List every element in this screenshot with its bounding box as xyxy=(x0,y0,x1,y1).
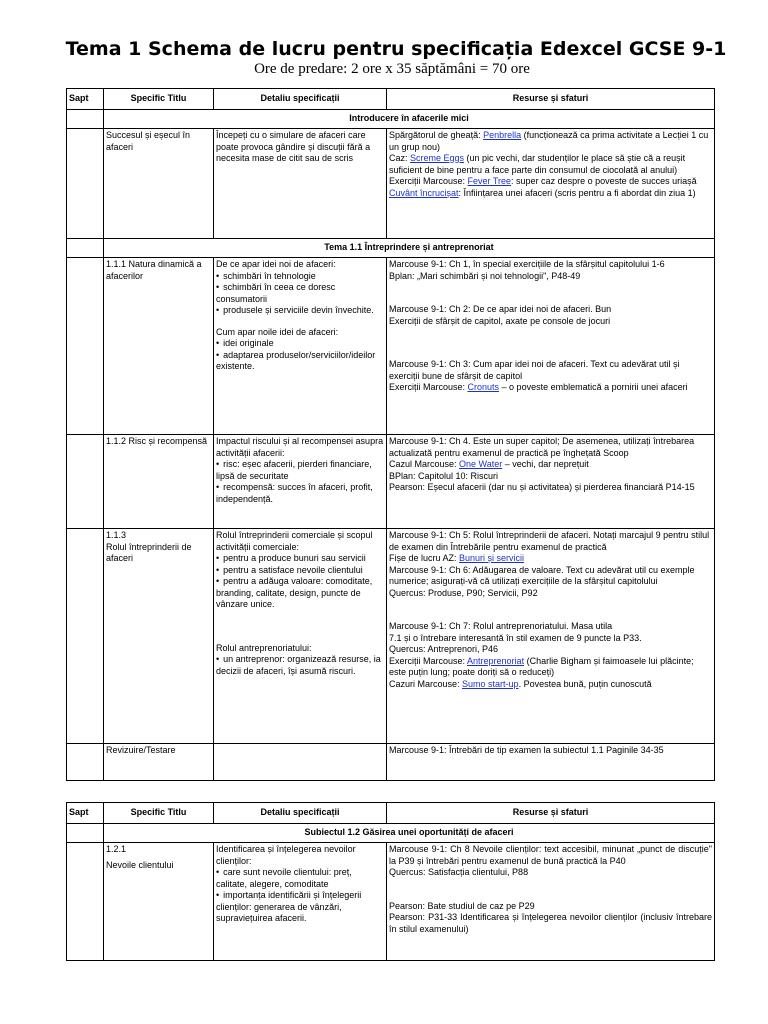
link-penbrella[interactable]: Penbrella xyxy=(483,130,522,140)
section-title: Subiectul 1.2 Găsirea unei oportunități de afaceri xyxy=(104,824,715,843)
list-item: • un antreprenor: organizează resurse, ia decizii de afaceri, își asumă riscuri. xyxy=(216,654,384,677)
section-row xyxy=(67,239,715,258)
sapt-cell xyxy=(67,129,104,239)
sapt-cell xyxy=(67,744,104,781)
list-item: • care sunt nevoile clientului: preț, calitate, alegere, comoditate xyxy=(216,867,384,890)
list-item: • schimbări în ceea ce doresc consumatorii xyxy=(216,282,384,305)
table-row xyxy=(67,129,715,239)
section-title: Tema 1.1 Întreprindere și antreprenoriat xyxy=(104,239,715,258)
detail-cell: Impactul riscului și al recompensei asupra activității afacerii: • risc: eșec afacerii, pierderi financiare, lipsă de securitate • recompensă: succes în afaceri, profit, independență. xyxy=(214,435,387,529)
link-screme-eggs[interactable]: Screme Eggs xyxy=(410,153,465,163)
page-title: Tema 1 Schema de lucru pentru specificația Edexcel GCSE 9-1 xyxy=(65,38,727,60)
table-row xyxy=(67,529,715,744)
header-resurse: Resurse și sfaturi xyxy=(387,89,715,110)
sapt-cell xyxy=(67,824,104,843)
list-item: • adaptarea produselor/serviciilor/ideilor existente. xyxy=(216,350,384,373)
list-item: • produsele și serviciile devin învechite. xyxy=(216,305,384,317)
resources-cell: Marcouse 9-1: Ch 1, în special exercițiile de la sfârșitul capitolului 1-6 Bplan: „Mari schimbări și noi tehnologii", P48-49 Marcouse 9-1: Ch 2: De ce apar idei noi de afaceri. Bun Exerciții de sfârșit de capitol, axate pe console de jocuri Marcouse 9-1: Ch 3: Cum apar idei noi de afaceri. Text cu adevărat util și exerciții bune de sfârșit de capitol Exerciții Marcouse: Cronuts – o poveste emblematică a pornirii unei afaceri xyxy=(387,258,715,435)
header-specific: Specific Titlu xyxy=(104,803,214,824)
specific-title-cell: Revizuire/Testare xyxy=(104,744,214,781)
table-header-row xyxy=(67,89,715,110)
resources-cell: Marcouse 9-1: Ch 5: Rolul întreprinderii de afaceri. Notați marcajul 9 pentru stilul de examen din Întrebările pentru examenul de practică Fișe de lucru AZ: Bunuri și servicii Marcouse 9-1: Ch 6: Adăugarea de valoare. Text cu adevărat util cu exemple numerice; asigurați-vă că utilizați exercițiile de la sfârșitul capitolului Quercus: Produse, P90; Servicii, P92 Marcouse 9-1: Ch 7: Rolul antreprenoriatului. Masa utila 7.1 și o întrebare interesantă în stil examen de 9 puncte la P33. Quercus: Antreprenori, P46 Exerciții Marcouse: Antreprenoriat (Charlie Bigham și faimoasele lui plăcinte; este puțin lung; poate doriți să o reduceți) Cazuri Marcouse: Sumo start-up. Povestea bună, puțin cunoscută xyxy=(387,529,715,744)
resources-cell: Spărgătorul de gheață: Penbrella (funcționează ca prima activitate a Lecției 1 cu un grup nou) Caz: Screme Eggs (un pic vechi, dar studenților le place să știe că a reușit suficient de bine pentru a face parte din consumul de ciocolată al anului) Exerciții Marcouse: Fever Tree: super caz despre o poveste de succes uriașă Cuvânt încrucișat: Înființarea unei afaceri (scris pentru a fi abordat din ziua 1) xyxy=(387,129,715,239)
sapt-cell xyxy=(67,435,104,529)
sapt-cell xyxy=(67,258,104,435)
list-item: • idei originale xyxy=(216,338,384,350)
link-one-water[interactable]: One Water xyxy=(459,459,503,469)
link-bunuri-si-servicii[interactable]: Bunuri și servicii xyxy=(459,553,525,563)
specific-title-cell: Succesul și eșecul în afaceri xyxy=(104,129,214,239)
list-item: • pentru a satisface nevoile clientului xyxy=(216,565,384,577)
specific-title-cell: 1.1.1 Natura dinamică a afacerilor xyxy=(104,258,214,435)
sapt-cell xyxy=(67,529,104,744)
specific-title-cell: 1.1.3 Rolul întreprinderii de afaceri xyxy=(104,529,214,744)
link-antreprenoriat[interactable]: Antreprenoriat xyxy=(467,655,525,666)
specific-title-cell: 1.1.2 Risc și recompensă xyxy=(104,435,214,529)
page-subtitle: Ore de predare: 2 ore x 35 săptămâni = 70 ore xyxy=(254,61,530,77)
link-cuvant-incrucisat[interactable]: Cuvânt încrucișat xyxy=(389,187,459,198)
list-item: • risc: eșec afacerii, pierderi financiare, lipsă de securitate xyxy=(216,459,384,482)
table-row xyxy=(67,843,715,961)
scheme-table-2 xyxy=(66,802,715,961)
link-fever-tree[interactable]: Fever Tree xyxy=(467,176,512,186)
header-resurse: Resurse și sfaturi xyxy=(387,803,715,824)
section-title: Introducere în afacerile mici xyxy=(104,110,715,129)
link-cronuts[interactable]: Cronuts xyxy=(467,382,500,392)
sapt-cell xyxy=(67,110,104,129)
resources-cell: Marcouse 9-1: Întrebări de tip examen la subiectul 1.1 Paginile 34-35 xyxy=(387,744,715,781)
table-row xyxy=(67,744,715,781)
list-item: • importanța identificării și înțelegerii clienților: generarea de vânzări, supraviețuirea afacerii. xyxy=(216,890,384,925)
section-row xyxy=(67,110,715,129)
resources-cell: Marcouse 9-1: Ch 4. Este un super capitol; De asemenea, utilizați întrebarea actualizată pentru examenul de practică pe înghețată Scoop Cazul Marcouse: One Water – vechi, dar neprețuit BPlan: Capitolul 10: Riscuri Pearson: Eșecul afacerii (dar nu și activitatea) și pierderea financiară P14-15 xyxy=(387,435,715,529)
detail-cell: Identificarea și înțelegerea nevoilor clienților: • care sunt nevoile clientului: preț, calitate, alegere, comoditate • importanța identificării și înțelegerii clienților: generarea de vânzări, supraviețuirea afacerii. xyxy=(214,843,387,961)
list-item: • pentru a produce bunuri sau servicii xyxy=(216,553,384,565)
list-item: • schimbări în tehnologie xyxy=(216,271,384,283)
header-sapt: Sapt xyxy=(67,803,104,824)
specific-title-cell: 1.2.1 Nevoile clientului xyxy=(104,843,214,961)
header-detaliu: Detaliu specificații xyxy=(214,803,387,824)
resources-cell: Marcouse 9-1: Ch 8 Nevoile clienților: text accesibil, minunat „punct de discuție" la P39 și întrebări pentru examenul de bună practică la P40 Quercus: Satisfacția clientului, P88 Pearson: Bate studiul de caz pe P29 Pearson: P31-33 Identificarea și înțelegerea nevoilor clienților (inclusiv întrebare în stilul examenului) xyxy=(387,843,715,961)
header-specific: Specific Titlu xyxy=(104,89,214,110)
header-detaliu: Detaliu specificații xyxy=(214,89,387,110)
detail-cell: De ce apar idei noi de afaceri: • schimbări în tehnologie • schimbări în ceea ce doresc consumatorii • produsele și serviciile devin învechite. Cum apar noile idei de afaceri: • idei originale • adaptarea produselor/serviciilor/ideilor existente. xyxy=(214,258,387,435)
sapt-cell xyxy=(67,239,104,258)
link-sumo-start-up[interactable]: Sumo start-up xyxy=(462,678,519,689)
list-item: • recompensă: succes în afaceri, profit, independență. xyxy=(216,482,384,505)
header-sapt: Sapt xyxy=(67,89,104,110)
table-header-row xyxy=(67,803,715,824)
scheme-table-1 xyxy=(66,88,715,781)
table-row xyxy=(67,258,715,435)
detail-cell: Începeți cu o simulare de afaceri care poate provoca gândire și discuții fără a necesita mase de citit sau de scris xyxy=(214,129,387,239)
section-row xyxy=(67,824,715,843)
detail-cell xyxy=(214,744,387,781)
sapt-cell xyxy=(67,843,104,961)
list-item: • pentru a adăuga valoare: comoditate, branding, calitate, design, puncte de vânzare unice. xyxy=(216,576,384,611)
table-row xyxy=(67,435,715,529)
detail-cell: Rolul întreprinderii comerciale și scopul activității comerciale: • pentru a produce bunuri sau servicii • pentru a satisface nevoile clientului • pentru a adăuga valoare: comoditate, branding, calitate, design, puncte de vânzare unice. Rolul antreprenoriatului: • un antreprenor: organizează resurse, ia decizii de afaceri, își asumă riscuri. xyxy=(214,529,387,744)
